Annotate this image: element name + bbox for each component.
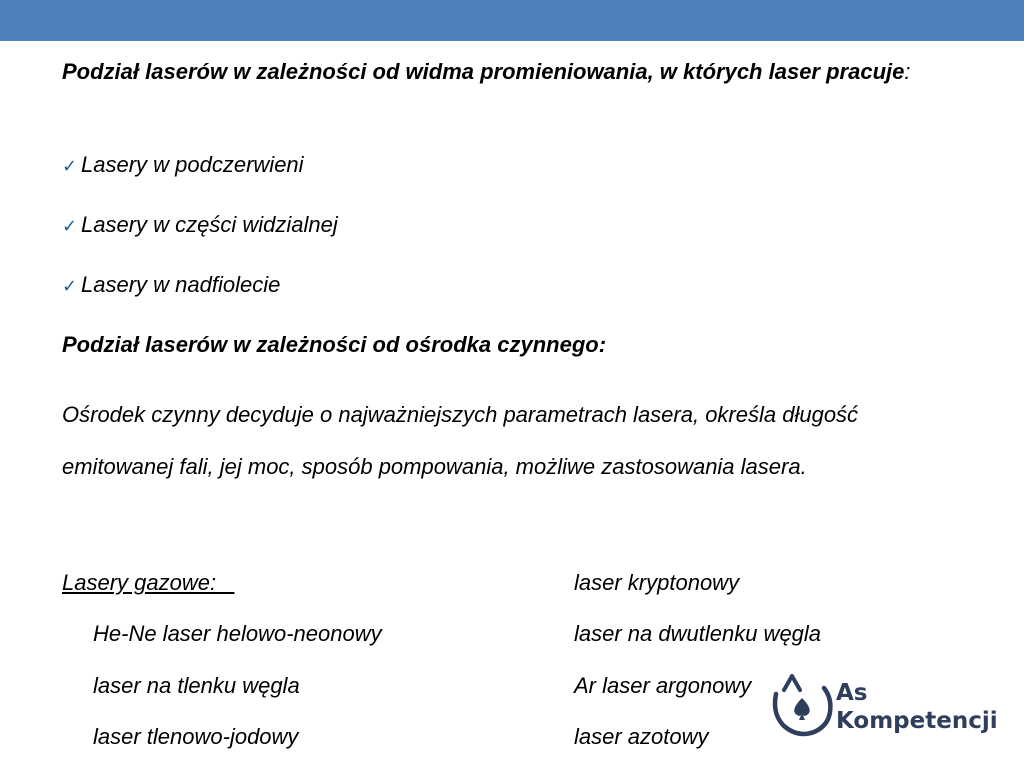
spade-icon — [775, 676, 830, 734]
heading-colon: : — [904, 59, 911, 84]
bullet-label: Lasery w podczerwieni — [81, 152, 304, 177]
gas-laser-item-krypton: laser kryptonowy — [574, 570, 740, 595]
logo-text-line2: Kompetencji — [836, 708, 998, 734]
checkmark-icon: ✓ — [62, 216, 78, 236]
gas-laser-item-co2: laser na dwutlenku węgla — [574, 621, 822, 646]
gas-laser-item-nitrogen: laser azotowy — [574, 724, 709, 749]
gas-laser-item-co: laser na tlenku węgla — [93, 673, 300, 698]
bullet-ultraviolet — [62, 270, 280, 301]
gas-laser-item-oxygen-iodine: laser tlenowo-jodowy — [93, 724, 299, 749]
bullet-label: Lasery w nadfiolecie — [81, 272, 281, 297]
header-bar — [0, 0, 1024, 41]
checkmark-icon: ✓ — [62, 156, 78, 176]
logo-text-line1: As — [836, 680, 868, 706]
bullet-infrared — [62, 150, 304, 181]
checkmark-icon: ✓ — [62, 276, 78, 296]
gas-laser-item-argon: Ar laser argonowy — [574, 673, 752, 698]
gas-lasers-heading: Lasery gazowe: — [62, 570, 235, 595]
bullet-visible — [62, 210, 338, 241]
section-heading-medium: Podział laserów w zależności od ośrodka czynnego: — [62, 332, 607, 357]
section-heading-spectrum — [62, 55, 942, 88]
section-heading-spectrum-text: Podział laserów w zależności od widma promieniowania, w których laser pracuje — [62, 59, 905, 84]
medium-description: Ośrodek czynny decyduje o najważniejszych parametrach lasera, określa długość emitowanej fali, jej moc, sposób pompowania, możliwe zastosowania lasera. — [62, 402, 859, 479]
bullet-label: Lasery w części widzialnej — [81, 212, 338, 237]
gas-laser-item-he-ne: He-Ne laser helowo-neonowy — [93, 621, 382, 646]
